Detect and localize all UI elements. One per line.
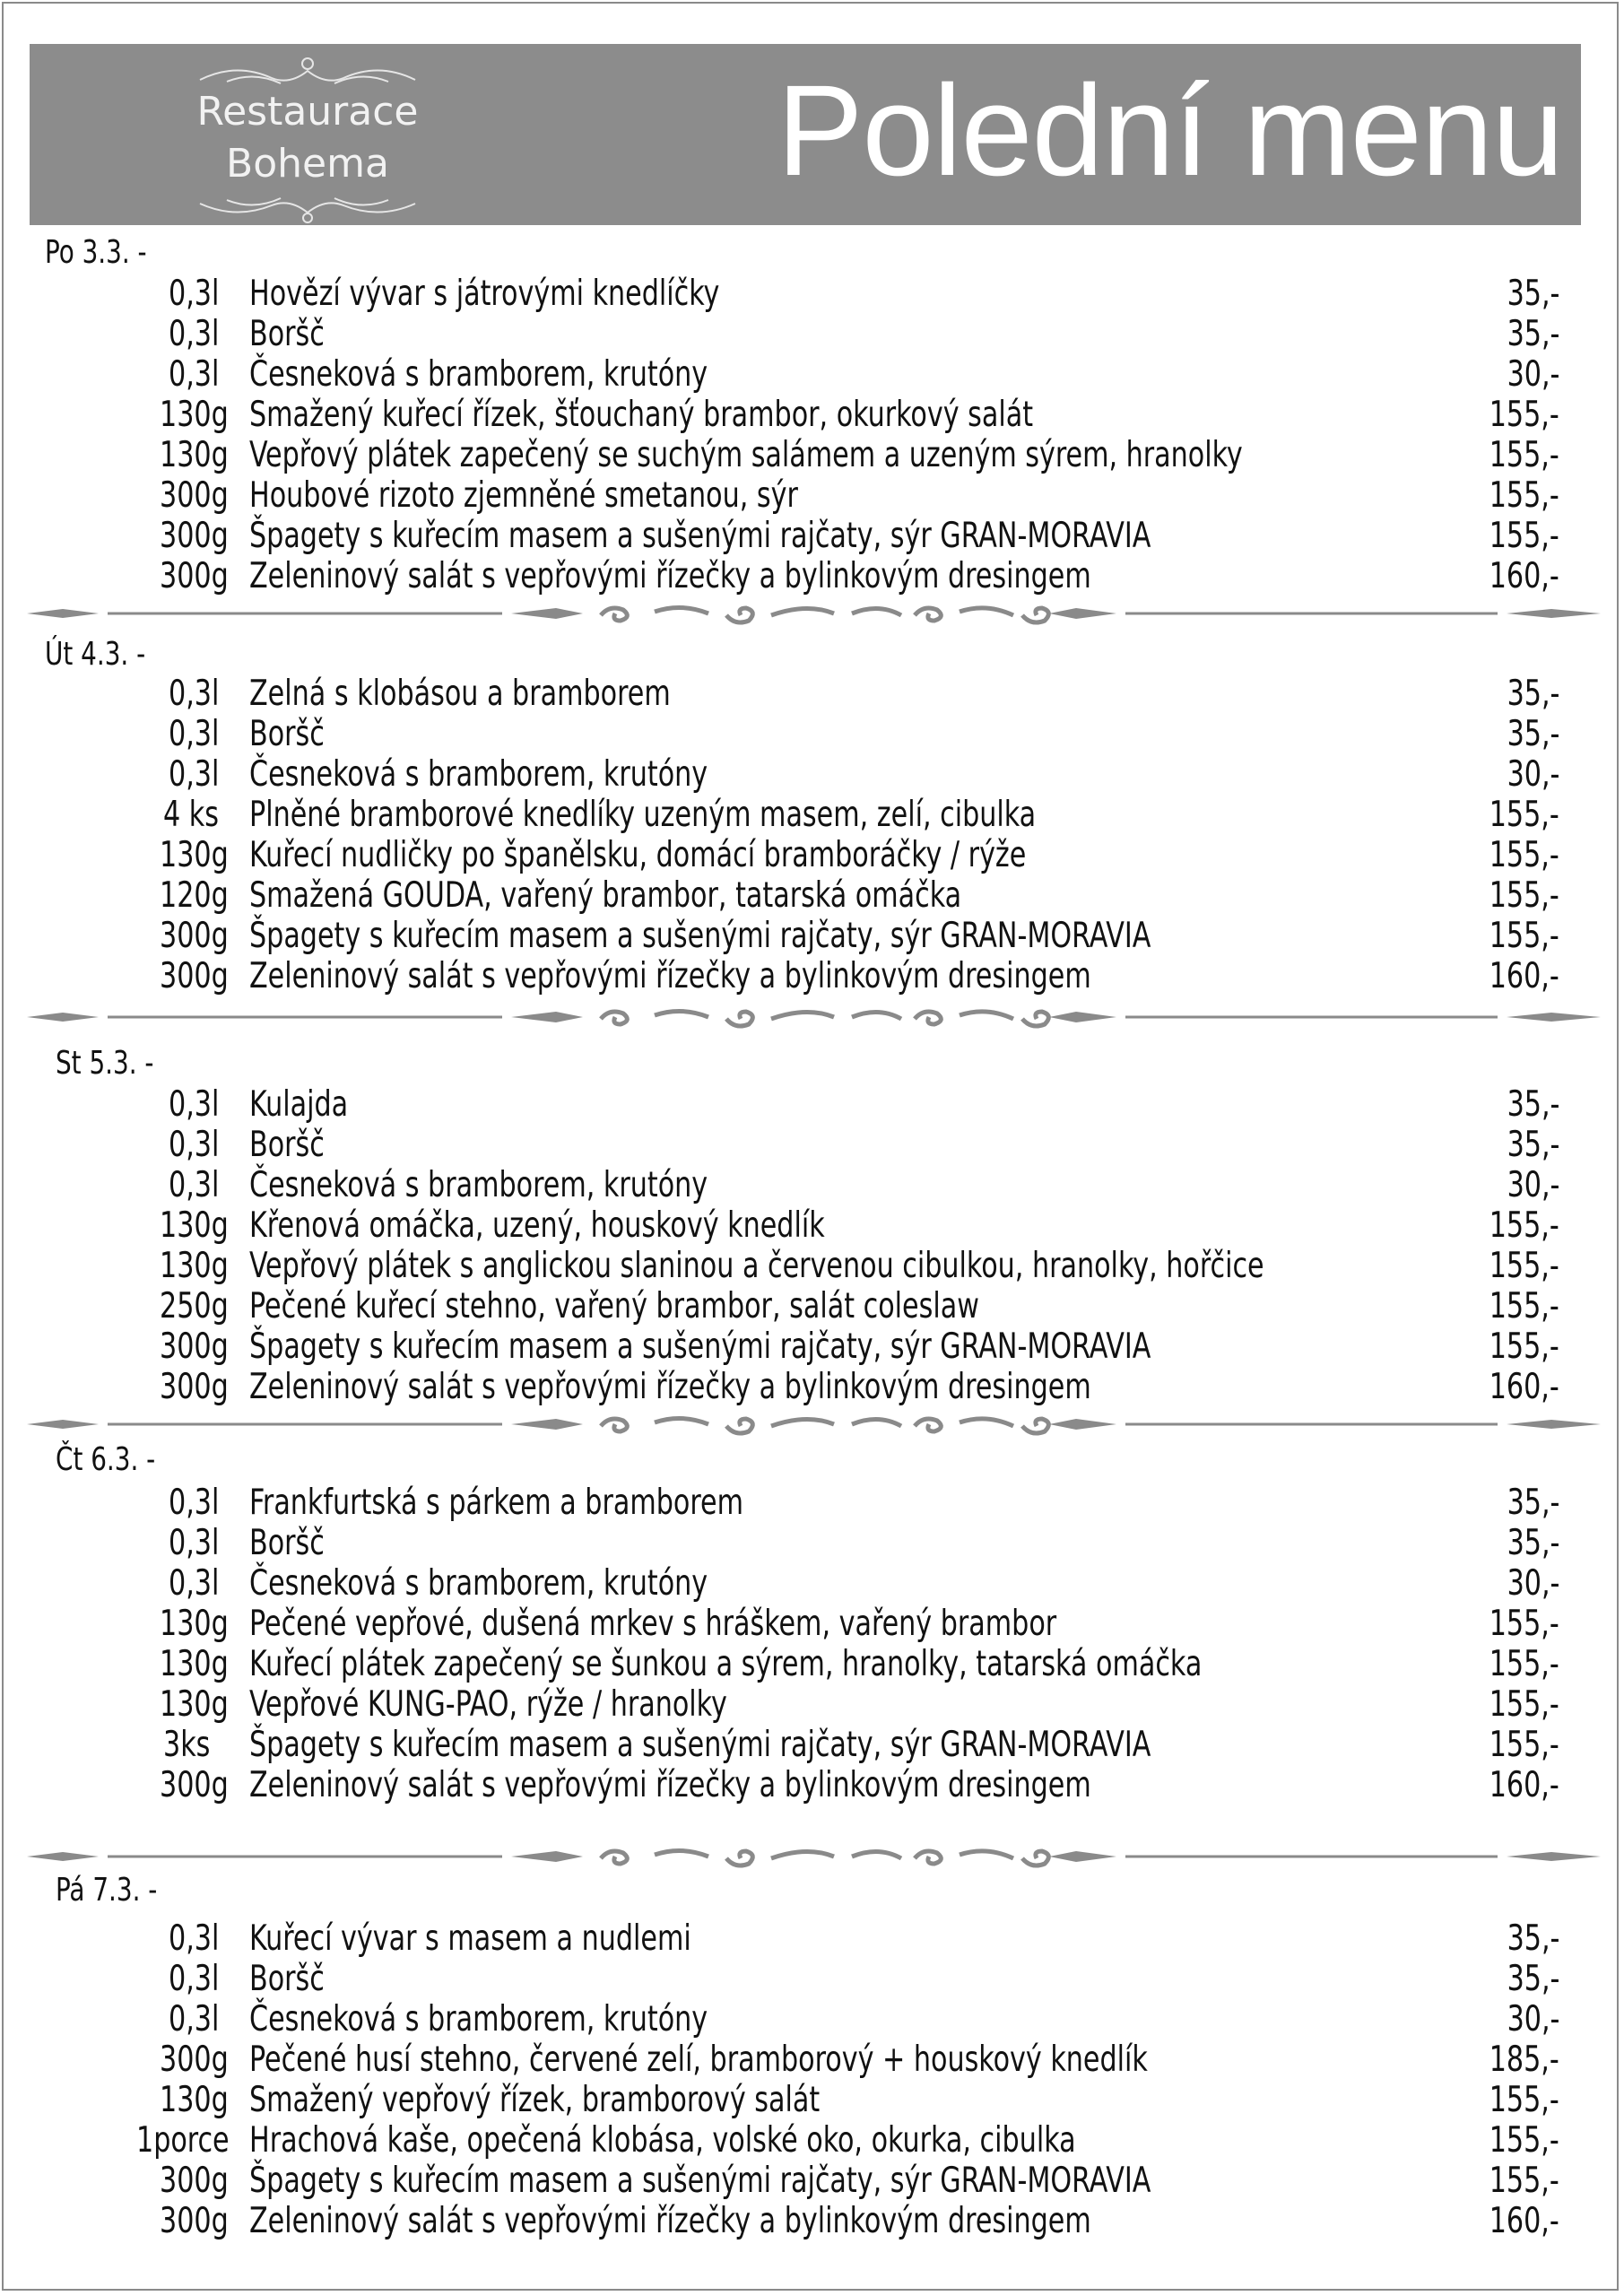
logo-line-bohema: Bohema [226,141,389,187]
menu-item-dish: Hrachová kaše, opečená klobása, volské oko, okurka, cibulka [249,2120,1076,2161]
menu-item-dish: Frankfurtská s párkem a bramborem [249,1483,743,1523]
menu-item-portion: 300g [160,2161,229,2201]
logo-line-restaurace: Restaurace [196,89,419,135]
day-label: St 5.3. - [56,1045,154,1082]
menu-item-portion: 300g [160,1367,229,1407]
menu-item-dish: Česneková s bramborem, krutóny [249,1999,708,2039]
menu-item-row [0,715,1624,754]
menu-item-portion: 0,3l [169,754,220,795]
menu-item-portion: 0,3l [169,354,220,395]
menu-item-dish: Špagety s kuřecím masem a sušenými rajčaty, sýr GRAN-MORAVIA [249,516,1151,556]
menu-item-row [0,1766,1624,1805]
ornamental-divider [27,596,1601,631]
menu-item-dish: Kuřecí vývar s masem a nudlemi [249,1918,691,1959]
menu-item-portion: 4 ks [163,795,219,835]
menu-item-portion: 300g [160,1765,229,1805]
menu-item-price: 30,- [1507,754,1559,795]
menu-item-portion: 130g [160,1684,229,1725]
menu-item-price: 30,- [1507,354,1559,395]
menu-item-dish: Vepřový plátek s anglickou slaninou a červenou cibulkou, hranolky, hořčice [249,1246,1264,1286]
menu-item-price: 160,- [1489,2201,1559,2241]
menu-item-price: 35,- [1507,314,1559,354]
menu-item-price: 155,- [1489,1604,1559,1644]
menu-item-portion: 300g [160,956,229,996]
menu-item-dish: Zeleninový salát s vepřovými řízečky a bylinkovým dresingem [249,1367,1091,1407]
ornamental-divider [27,1839,1601,1874]
menu-item-row [0,1085,1624,1125]
menu-item-row [0,755,1624,795]
menu-item-portion: 130g [160,435,229,475]
ornamental-divider [27,1406,1601,1442]
menu-item-row [0,517,1624,556]
menu-item-portion: 3ks [163,1725,211,1765]
ornament-icon [164,44,451,225]
menu-item-portion: 0,3l [169,314,220,354]
menu-item-row [0,1287,1624,1326]
menu-item-dish: Kuřecí plátek zapečený se šunkou a sýrem, hranolky, tatarská omáčka [249,1644,1203,1684]
menu-item-price: 155,- [1489,835,1559,875]
menu-item-portion: 130g [160,2080,229,2120]
menu-item-row [0,957,1624,996]
menu-item-dish: Pečené vepřové, dušená mrkev s hráškem, vařený brambor [249,1604,1057,1644]
menu-item-row [0,1524,1624,1563]
menu-item-dish: Pečené kuřecí stehno, vařený brambor, salát coleslaw [249,1286,979,1326]
menu-item-price: 30,- [1507,1165,1559,1205]
menu-item-portion: 130g [160,1246,229,1286]
menu-item-price: 35,- [1507,1918,1559,1959]
menu-item-row [0,1645,1624,1684]
menu-item-price: 35,- [1507,674,1559,714]
menu-item-dish: Česneková s bramborem, krutóny [249,754,708,795]
menu-item-price: 155,- [1489,1326,1559,1367]
menu-item-dish: Boršč [249,1523,325,1563]
menu-item-price: 155,- [1489,1725,1559,1765]
menu-item-row [0,917,1624,956]
menu-item-portion: 1porce [136,2120,230,2161]
menu-item-row [0,2040,1624,2080]
menu-item-row [0,836,1624,875]
menu-item-row [0,315,1624,354]
menu-item-price: 155,- [1489,2080,1559,2120]
menu-item-dish: Smažený vepřový řízek, bramborový salát [249,2080,821,2120]
day-label: Čt 6.3. - [56,1441,156,1478]
menu-item-portion: 0,3l [169,1084,220,1125]
menu-item-price: 160,- [1489,556,1559,596]
menu-item-portion: 120g [160,875,229,916]
menu-item-price: 155,- [1489,1286,1559,1326]
menu-item-portion: 300g [160,516,229,556]
menu-item-price: 30,- [1507,1563,1559,1604]
day-label: Po 3.3. - [45,234,147,271]
menu-item-row [0,1960,1624,1999]
menu-item-portion: 0,3l [169,274,220,314]
menu-item-dish: Boršč [249,1959,325,1999]
menu-item-row [0,1206,1624,1246]
page-title: Polední menu [777,58,1563,203]
menu-item-price: 160,- [1489,1367,1559,1407]
menu-item-dish: Boršč [249,1125,325,1165]
menu-item-dish: Vepřový plátek zapečený se suchým salámem a uzeným sýrem, hranolky [249,435,1243,475]
menu-item-row [0,1564,1624,1604]
menu-item-price: 155,- [1489,916,1559,956]
menu-item-row [0,2081,1624,2120]
menu-item-dish: Zeleninový salát s vepřovými řízečky a bylinkovým dresingem [249,956,1091,996]
menu-item-dish: Křenová omáčka, uzený, houskový knedlík [249,1205,825,1246]
menu-item-price: 35,- [1507,1959,1559,1999]
menu-item-dish: Pečené husí stehno, červené zelí, bramborový + houskový knedlík [249,2039,1148,2080]
menu-item-portion: 300g [160,475,229,516]
day-label: Pá 7.3. - [56,1872,158,1909]
menu-item-price: 155,- [1489,395,1559,435]
menu-item-dish: Špagety s kuřecím masem a sušenými rajčaty, sýr GRAN-MORAVIA [249,2161,1151,2201]
menu-item-row [0,2202,1624,2241]
menu-item-portion: 0,3l [169,1523,220,1563]
menu-item-row [0,396,1624,435]
menu-item-portion: 0,3l [169,674,220,714]
menu-item-row [0,476,1624,516]
menu-item-price: 155,- [1489,435,1559,475]
menu-item-portion: 300g [160,2201,229,2241]
menu-item-row [0,1327,1624,1367]
menu-item-portion: 0,3l [169,1999,220,2039]
menu-item-portion: 0,3l [169,1483,220,1523]
menu-item-portion: 130g [160,395,229,435]
menu-item-price: 185,- [1489,2039,1559,2080]
menu-item-price: 155,- [1489,475,1559,516]
header-banner [30,44,1581,225]
menu-item-row [0,2121,1624,2161]
menu-item-price: 160,- [1489,956,1559,996]
menu-item-dish: Zeleninový salát s vepřovými řízečky a bylinkovým dresingem [249,1765,1091,1805]
menu-item-portion: 0,3l [169,1918,220,1959]
menu-item-dish: Vepřové KUNG-PAO, rýže / hranolky [249,1684,727,1725]
menu-item-price: 160,- [1489,1765,1559,1805]
menu-item-dish: Kuřecí nudličky po španělsku, domácí bramboráčky / rýže [249,835,1027,875]
menu-item-row [0,1368,1624,1407]
menu-item-row [0,436,1624,475]
menu-item-portion: 300g [160,916,229,956]
menu-item-row [0,876,1624,916]
menu-item-row [0,2161,1624,2201]
menu-item-price: 155,- [1489,795,1559,835]
menu-item-price: 155,- [1489,2120,1559,2161]
menu-item-price: 155,- [1489,1684,1559,1725]
menu-item-price: 35,- [1507,1125,1559,1165]
menu-item-portion: 0,3l [169,1563,220,1604]
menu-item-portion: 130g [160,1205,229,1246]
menu-item-row [0,1126,1624,1165]
day-label: Út 4.3. - [45,636,146,673]
menu-item-dish: Zeleninový salát s vepřovými řízečky a bylinkovým dresingem [249,2201,1091,2241]
menu-item-dish: Boršč [249,314,325,354]
menu-item-dish: Česneková s bramborem, krutóny [249,1165,708,1205]
menu-item-portion: 130g [160,835,229,875]
menu-item-row [0,1685,1624,1725]
menu-item-row [0,796,1624,835]
menu-item-price: 30,- [1507,1999,1559,2039]
menu-item-price: 35,- [1507,1523,1559,1563]
menu-item-row [0,274,1624,314]
menu-item-portion: 0,3l [169,1165,220,1205]
menu-item-row [0,1726,1624,1765]
menu-item-portion: 0,3l [169,714,220,754]
menu-item-dish: Špagety s kuřecím masem a sušenými rajčaty, sýr GRAN-MORAVIA [249,1725,1151,1765]
menu-item-price: 155,- [1489,516,1559,556]
menu-item-price: 35,- [1507,714,1559,754]
menu-item-row [0,1483,1624,1523]
menu-item-portion: 0,3l [169,1959,220,1999]
menu-item-dish: Špagety s kuřecím masem a sušenými rajčaty, sýr GRAN-MORAVIA [249,916,1151,956]
menu-item-price: 35,- [1507,274,1559,314]
menu-item-dish: Česneková s bramborem, krutóny [249,354,708,395]
menu-item-portion: 250g [160,1286,229,1326]
menu-item-row [0,1919,1624,1959]
menu-item-row [0,1605,1624,1644]
menu-item-price: 155,- [1489,875,1559,916]
menu-item-price: 155,- [1489,1644,1559,1684]
menu-item-dish: Plněné bramborové knedlíky uzeným masem, zelí, cibulka [249,795,1037,835]
menu-item-price: 35,- [1507,1084,1559,1125]
menu-item-dish: Zelná s klobásou a bramborem [249,674,671,714]
ornamental-divider [27,999,1601,1035]
menu-item-dish: Houbové rizoto zjemněné smetanou, sýr [249,475,798,516]
menu-item-row [0,674,1624,714]
menu-item-dish: Špagety s kuřecím masem a sušenými rajčaty, sýr GRAN-MORAVIA [249,1326,1151,1367]
menu-item-row [0,2000,1624,2039]
restaurant-logo [164,44,451,225]
menu-item-portion: 300g [160,2039,229,2080]
menu-item-dish: Smažený kuřecí řízek, šťouchaný brambor, okurkový salát [249,395,1034,435]
menu-item-dish: Česneková s bramborem, krutóny [249,1563,708,1604]
menu-item-dish: Boršč [249,714,325,754]
menu-item-row [0,557,1624,596]
menu-item-row [0,1166,1624,1205]
menu-item-dish: Hovězí vývar s játrovými knedlíčky [249,274,720,314]
menu-item-dish: Smažená GOUDA, vařený brambor, tatarská omáčka [249,875,962,916]
menu-item-portion: 130g [160,1604,229,1644]
menu-item-portion: 130g [160,1644,229,1684]
menu-item-dish: Zeleninový salát s vepřovými řízečky a bylinkovým dresingem [249,556,1091,596]
menu-item-dish: Kulajda [249,1084,349,1125]
menu-item-price: 155,- [1489,1246,1559,1286]
menu-item-price: 35,- [1507,1483,1559,1523]
menu-item-row [0,355,1624,395]
menu-item-portion: 300g [160,1326,229,1367]
menu-item-price: 155,- [1489,2161,1559,2201]
menu-item-price: 155,- [1489,1205,1559,1246]
menu-item-portion: 300g [160,556,229,596]
menu-item-portion: 0,3l [169,1125,220,1165]
menu-item-row [0,1247,1624,1286]
